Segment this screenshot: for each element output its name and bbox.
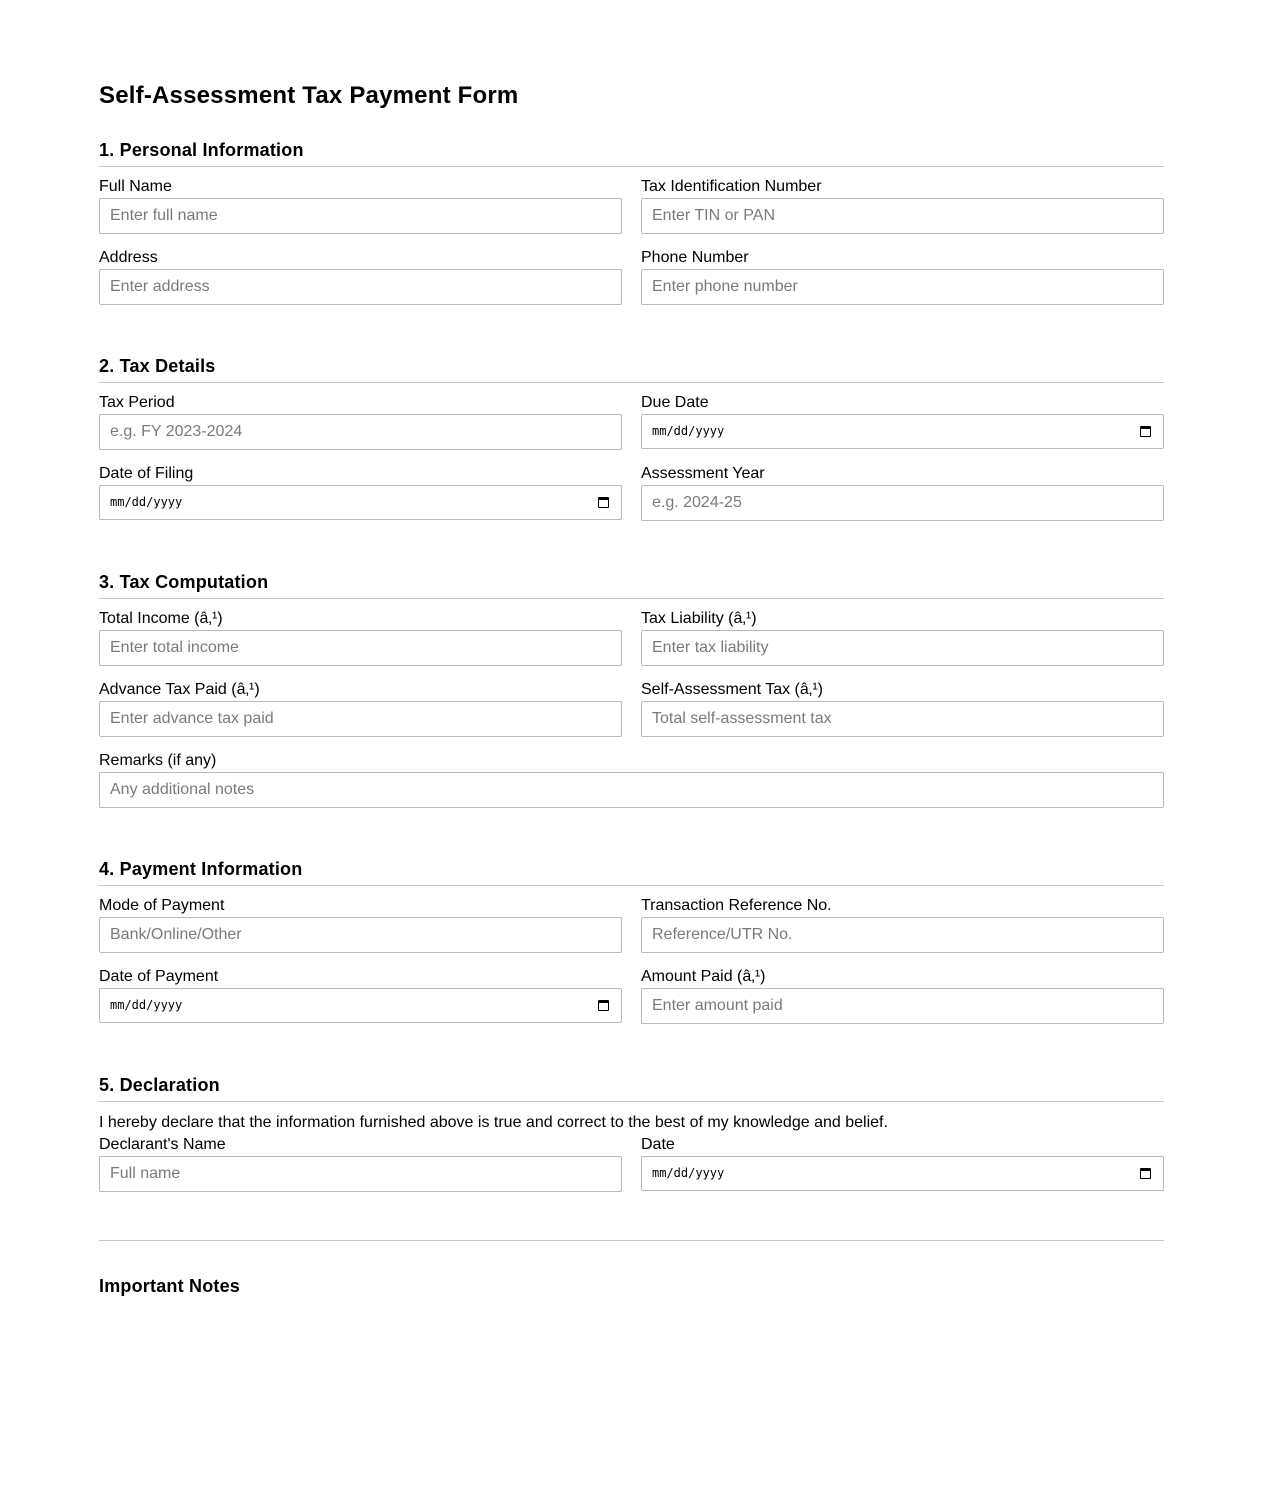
- section-payment-information: [99, 857, 1164, 1037]
- amount-paid-input[interactable]: [641, 988, 1164, 1024]
- transaction-reference-field: [641, 895, 1164, 953]
- form-row: [99, 1134, 1164, 1205]
- declaration-date-input[interactable]: [641, 1156, 1164, 1191]
- advance-tax-field: [99, 679, 622, 737]
- declarant-name-label: Declarant's Name: [99, 1136, 226, 1153]
- tax-period-field: [99, 392, 622, 450]
- full-name-label: Full Name: [99, 178, 172, 195]
- address-label: Address: [99, 249, 158, 266]
- payment-mode-label: Mode of Payment: [99, 897, 225, 914]
- address-field: [99, 247, 622, 305]
- tax-liability-input[interactable]: [641, 630, 1164, 666]
- full-name-field: [99, 176, 622, 234]
- payment-mode-input[interactable]: [99, 917, 622, 953]
- total-income-field: [99, 608, 622, 666]
- section-heading-declaration: 5. Declaration: [99, 1073, 1164, 1102]
- advance-tax-input[interactable]: [99, 701, 622, 737]
- date-format-text: mm/dd/yyyy: [652, 424, 725, 438]
- section-heading-tax-details: 2. Tax Details: [99, 354, 1164, 383]
- form-row: [99, 750, 1164, 821]
- date-of-payment-label: Date of Payment: [99, 968, 219, 985]
- tax-period-input[interactable]: [99, 414, 622, 450]
- declarant-name-input[interactable]: [99, 1156, 622, 1192]
- due-date-field: [641, 392, 1164, 449]
- calendar-icon[interactable]: [598, 497, 609, 508]
- form-title: Self-Assessment Tax Payment Form: [99, 82, 519, 109]
- self-assessment-tax-field: [641, 679, 1164, 737]
- form-row: [99, 463, 1164, 534]
- form-row: [99, 679, 1164, 750]
- form-row: [99, 966, 1164, 1037]
- divider: [99, 1240, 1164, 1241]
- section-heading-tax-computation: 3. Tax Computation: [99, 570, 1164, 599]
- assessment-year-label: Assessment Year: [641, 465, 765, 482]
- transaction-reference-input[interactable]: [641, 917, 1164, 953]
- calendar-icon[interactable]: [1140, 426, 1151, 437]
- tax-liability-field: [641, 608, 1164, 666]
- date-format-text: mm/dd/yyyy: [110, 998, 183, 1012]
- tax-period-label: Tax Period: [99, 394, 175, 411]
- form-row: [99, 895, 1164, 966]
- declaration-date-label: Date: [641, 1136, 675, 1153]
- remarks-input[interactable]: [99, 772, 1164, 808]
- section-heading-personal: 1. Personal Information: [99, 138, 1164, 167]
- date-format-text: mm/dd/yyyy: [652, 1166, 725, 1180]
- important-notes-heading: Important Notes: [99, 1276, 241, 1296]
- phone-input[interactable]: [641, 269, 1164, 305]
- date-of-payment-field: [99, 966, 622, 1023]
- form-row: [99, 608, 1164, 679]
- self-assessment-tax-label: Self-Assessment Tax (â‚¹): [641, 681, 823, 698]
- remarks-field: [99, 750, 1164, 808]
- tin-label: Tax Identification Number: [641, 178, 822, 195]
- address-input[interactable]: [99, 269, 622, 305]
- due-date-input[interactable]: [641, 414, 1164, 449]
- due-date-label: Due Date: [641, 394, 709, 411]
- self-assessment-tax-input[interactable]: [641, 701, 1164, 737]
- declarant-name-field: [99, 1134, 622, 1192]
- total-income-label: Total Income (â‚¹): [99, 610, 223, 627]
- phone-label: Phone Number: [641, 249, 749, 266]
- remarks-label: Remarks (if any): [99, 752, 217, 769]
- transaction-reference-label: Transaction Reference No.: [641, 897, 832, 914]
- payment-mode-field: [99, 895, 622, 953]
- section-tax-computation: [99, 570, 1164, 821]
- declaration-statement: I hereby declare that the information furnished above is true and correct to the best of my knowledge and belief.: [99, 1114, 888, 1131]
- form-row: [99, 247, 1164, 318]
- phone-field: [641, 247, 1164, 305]
- date-format-text: mm/dd/yyyy: [110, 495, 183, 509]
- total-income-input[interactable]: [99, 630, 622, 666]
- form-row: [99, 392, 1164, 463]
- section-declaration: [99, 1073, 1164, 1205]
- section-tax-details: [99, 354, 1164, 534]
- amount-paid-label: Amount Paid (â‚¹): [641, 968, 766, 985]
- date-of-filing-input[interactable]: [99, 485, 622, 520]
- assessment-year-input[interactable]: [641, 485, 1164, 521]
- calendar-icon[interactable]: [598, 1000, 609, 1011]
- calendar-icon[interactable]: [1140, 1168, 1151, 1179]
- tin-input[interactable]: [641, 198, 1164, 234]
- tin-field: [641, 176, 1164, 234]
- advance-tax-label: Advance Tax Paid (â‚¹): [99, 681, 260, 698]
- date-of-payment-input[interactable]: [99, 988, 622, 1023]
- date-of-filing-label: Date of Filing: [99, 465, 194, 482]
- tax-liability-label: Tax Liability (â‚¹): [641, 610, 757, 627]
- declaration-date-field: [641, 1134, 1164, 1191]
- amount-paid-field: [641, 966, 1164, 1024]
- section-heading-payment: 4. Payment Information: [99, 857, 1164, 886]
- assessment-year-field: [641, 463, 1164, 521]
- section-personal-information: [99, 138, 1164, 318]
- date-of-filing-field: [99, 463, 622, 520]
- full-name-input[interactable]: [99, 198, 622, 234]
- form-row: [99, 176, 1164, 247]
